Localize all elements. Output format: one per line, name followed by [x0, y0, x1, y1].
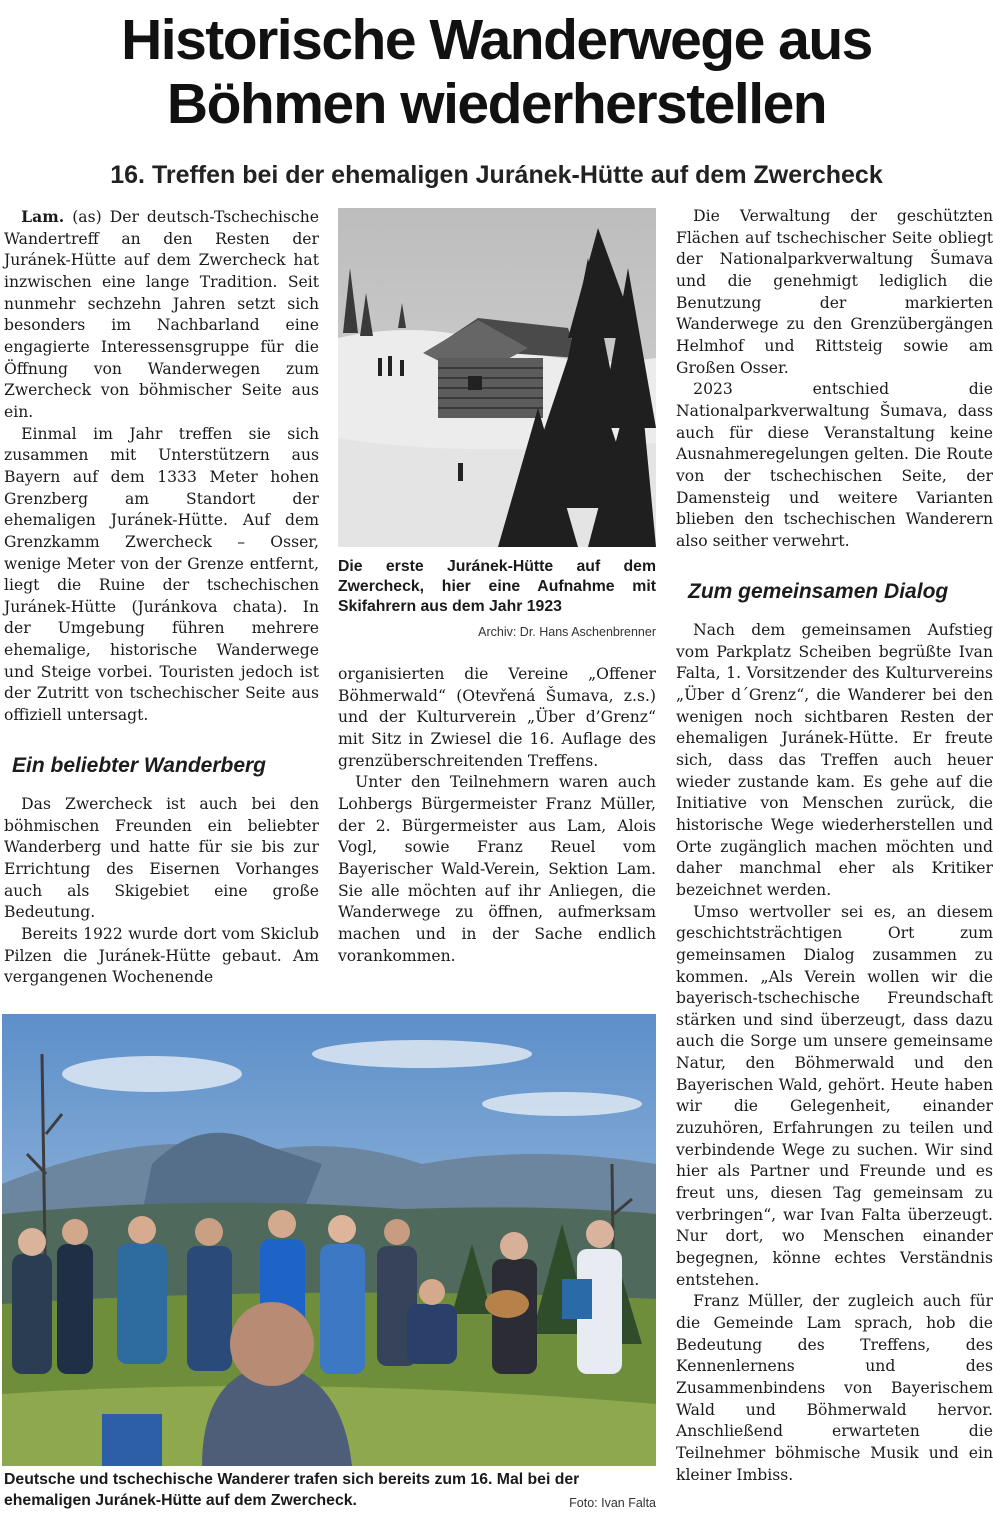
paragraph: Das Zwercheck ist auch bei den böhmischen Freunden ein beliebter Wanderberg und hatte für sie bis zur Errichtung des Eisernen Vorhanges auch als Skigebiet eine große Bedeutung. [4, 795, 319, 922]
photo1-credit: Archiv: Dr. Hans Aschenbrenner [478, 625, 656, 639]
historic-hut-illustration [338, 208, 656, 547]
article-column-3-cont [676, 620, 993, 1486]
paragraph: Die Verwaltung der geschützten Flächen auf tschechischer Seite obliegt der Nationalparkverwaltung Šumava und die genehmigt lediglich die Benutzung der markierten Wanderwege zu den Grenzübergängen Helmhof und Rittsteig sowie am Großen Osser. [676, 207, 993, 377]
paragraph: Einmal im Jahr treffen sie sich zusammen mit Unterstützern aus Bayern auf dem 1333 Meter hohen Grenzberg am Standort der ehemaligen Juránek-Hütte. Auf dem Grenzkamm Zwercheck – Osser, wenige Meter von der Grenze entfernt, liegt die Ruine der tschechischen Juránek-Hütte (Juránkova chata). In der Umgebung führen mehrere ehemalige, historische Wanderwege und Steige vorbei. Touristen jedoch ist der Zutritt von tschechischer Seite aus offiziell untersagt. [4, 424, 319, 725]
paragraph: Umso wertvoller sei es, an diesem geschichtsträchtigen Ort zum gemeinsamen Dialog zusammen zu kommen. „Als Verein wollen wir die bayerisch-tschechische Freundschaft stärken und sind überzeugt, dass dazu auch die Sorge um unsere gemeinsame Natur, den Böhmerwald und den Bayerischen Wald, gehört. Heute haben wir die Gelegenheit, einander zuzuhören, Erfahrungen zu teilen und verbindende Wege zu suchen. Wir sind hier als Partner und Freunde und es freut uns, diesen Tag gemeinsam zu verbringen“, war Ivan Falta überzeugt. Nur dort, wo Menschen einander begegnen, könne echtes Verständnis entstehen. [676, 902, 993, 1289]
headline [0, 8, 993, 136]
paragraph: Franz Müller, der zugleich auch für die Gemeinde Lam sprach, hob die Bedeutung des Treffens, des Kennenlernens und des Zusammenbindens von Bayerischem Wald und Böhmerwald hervor. Anschließend erwarteten die Teilnehmer böhmische Musik und ein kleiner Imbiss. [676, 1292, 993, 1484]
article-column-1-cont [4, 794, 319, 989]
photo1-caption: Die erste Juránek-Hütte auf dem Zwercheck, hier eine Aufnahme mit Skifahrern aus dem Jahr 1923 [338, 558, 656, 615]
section-heading-beliebter-wanderberg: Ein beliebter Wanderberg [12, 754, 266, 777]
dateline: Lam. [21, 207, 65, 226]
paragraph: organisierten die Vereine „Offener Böhmerwald“ (Otevřená Šumava, z.s.) und der Kulturverein „Über d’Grenz“ mit Sitz in Zwiesel die 16. Auflage des grenzüberschreitenden Treffens. [338, 665, 656, 770]
photo2-credit: Foto: Ivan Falta [569, 1496, 656, 1510]
hikers-group-photo [2, 1014, 656, 1466]
headline-line-2: Böhmen wiederherstellen [166, 72, 827, 136]
photo2-caption: Deutsche und tschechische Wanderer trafen sich bereits zum 16. Mal bei der ehemaligen Juránek-Hütte auf dem Zwercheck. [4, 1471, 580, 1509]
headline-line-1: Historische Wanderwege aus [121, 8, 872, 72]
paragraph: Nach dem gemeinsamen Aufstieg vom Parkplatz Scheiben begrüßte Ivan Falta, 1. Vorsitzender des Kulturvereins „Über d´Grenz“, die Wanderer bei den wenigen noch sichtbaren Resten der ehemaligen Juránek-Hütte. Er freute sich, dass das Treffen auch heuer wieder zustande kam. Es gehe auf die Initiative von Menschen zurück, die historische Wege wiederherstellen und Orte zugänglich machen möchten und daher manchmal eher als Kritiker bezeichnet werden. [676, 621, 993, 899]
paragraph: Unter den Teilnehmern waren auch Lohbergs Bürgermeister Franz Müller, der 2. Bürgermeister aus Lam, Alois Vogl, sowie Franz Reuel vom Bayerischer Wald-Verein, Sektion Lam. Sie alle möchten auf ihr Anliegen, die Wanderwege zu öffnen, aufmerksam machen und in der Sache endlich vorankommen. [338, 773, 656, 965]
paragraph-text: (as) Der deutsch-Tschechische Wandertreff an den Resten der Juránek-Hütte auf dem Zwercheck hat inzwischen eine lange Tradition. Seit nunmehr sechzehn Jahren setzt sich besonders im Nachbarland eine engagierte Interessensgruppe für die Öffnung von Wanderwegen zum Zwercheck von böhmischer Seite aus ein. [4, 208, 319, 421]
hikers-group-illustration [2, 1014, 656, 1466]
article-column-3 [676, 206, 993, 553]
paragraph: 2023 entschied die Nationalparkverwaltung Šumava, dass auch für diese Veranstaltung keine Ausnahmeregelungen gelten. Die Route von der tschechischen Seite, der Damensteig und weitere Varianten blieben den tschechischen Wanderern also seither verwehrt. [676, 380, 993, 550]
subheadline: 16. Treffen bei der ehemaligen Juránek-Hütte auf dem Zwercheck [110, 161, 883, 189]
paragraph [4, 206, 319, 424]
paragraph: Bereits 1922 wurde dort vom Skiclub Pilzen die Juránek-Hütte gebaut. Am vergangenen Wochenende [4, 924, 319, 987]
section-heading-gemeinsamen-dialog: Zum gemeinsamen Dialog [688, 580, 949, 603]
article-column-1 [4, 206, 319, 727]
historic-hut-photo [338, 208, 656, 547]
article-column-2 [338, 664, 656, 967]
